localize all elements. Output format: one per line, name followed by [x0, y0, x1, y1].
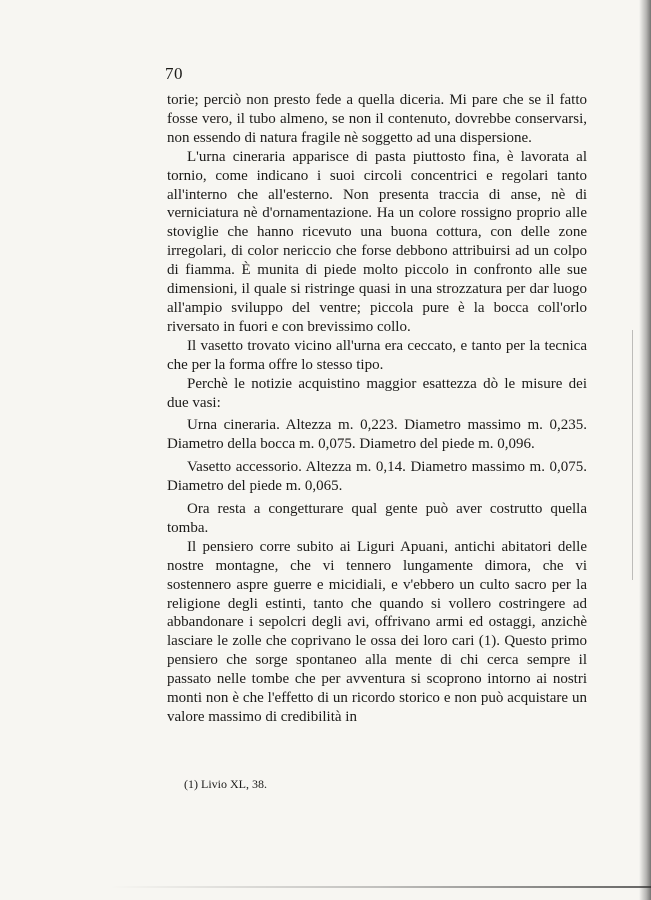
footnote: (1) Livio XL, 38.	[184, 777, 267, 791]
page-number: 70	[165, 64, 183, 83]
paragraph-urna-description: L'urna cineraria apparisce di pasta piuttosto fina, è lavorata al tornio, come indicano i suoi circoli concentrici e regolari tanto all'interno che all'esterno. Non presenta traccia di anse, nè di verniciatura nè d'ornamentazione. Ha un colore rossigno proprio alle stoviglie che hanno ricevuto una buona cottura, con delle zone irregolari, di color nericcio che forse debbono attribuirsi ad un colpo di fiamma. È munita di piede molto piccolo in confronto alle sue dimensioni, il quale si ristringe quasi in una strozzatura per dar luogo all'ampio sviluppo del ventre; piccola pure è la bocca coll'orlo riversato in fuori e con brevissimo collo.	[167, 148, 587, 335]
paragraph-vasetto-measures: Vasetto accessorio. Altezza m. 0,14. Diametro massimo m. 0,075. Diametro del piede m. 0,065.	[167, 459, 587, 495]
paragraph-urna-measures: Urna cineraria. Altezza m. 0,223. Diametro massimo m. 0,235. Diametro della bocca m. 0,075. Diametro del piede m. 0,096.	[167, 417, 587, 453]
paragraph-continuation: torie; perciò non presto fede a quella diceria. Mi pare che se il fatto fosse vero, il tubo almeno, se non il contenuto, dovrebbe conservarsi, non essendo di natura fragile nè soggetto ad una dispersione.	[167, 92, 587, 146]
paragraph-congettura: Ora resta a congetturare qual gente può aver costrutto quella tomba.	[167, 501, 587, 536]
scan-edge-line	[632, 330, 633, 580]
paragraph-liguri-apuani: Il pensiero corre subito ai Liguri Apuani, antichi abitatori delle nostre montagne, che vi tennero lungamente dimora, che vi sostennero aspre guerre e micidiali, e v'ebbero un culto sacro per la religione degli estinti, tanto che quando si vollero costringere ad abbandonare i sepolcri degli avi, offrivano armi ed ostaggi, anzichè lasciare le zolle che coprivano le ossa dei loro cari (1). Questo primo pensiero che sorge spontaneo alla mente di chi cerca sempre il passato nelle tombe che per avventura si scoprono intorno ai nostri monti non è che l'effetto di un ricordo storico e non può acquistare un valore massimo di credibilità in	[167, 538, 587, 725]
paragraph-misure-intro: Perchè le notizie acquistino maggior esattezza dò le misure dei due vasi:	[167, 375, 587, 411]
paragraph-vasetto: Il vasetto trovato vicino all'urna era ceccato, e tanto per la tecnica che per la forma offre lo stesso tipo.	[167, 337, 587, 373]
scan-edge-shadow	[639, 0, 651, 900]
body-text	[167, 91, 587, 727]
scan-bottom-edge	[110, 886, 651, 888]
